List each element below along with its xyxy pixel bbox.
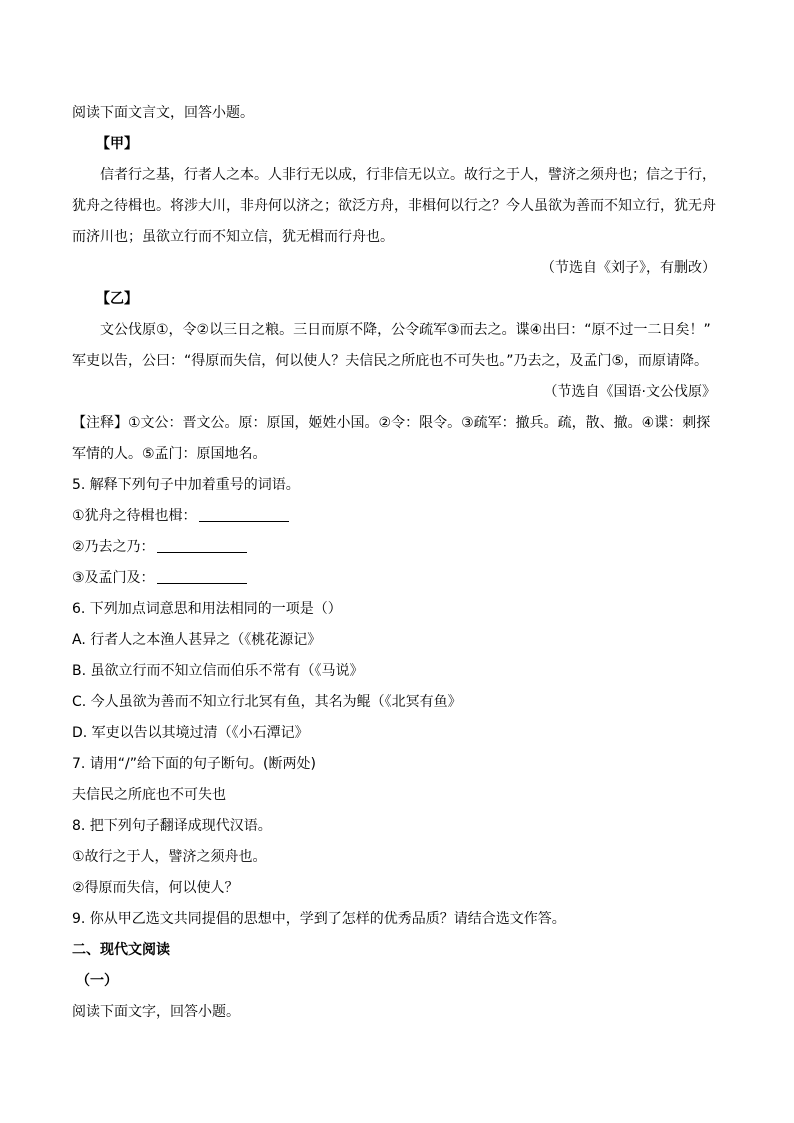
jia-label: 【甲】 (96, 136, 138, 152)
question-7: 7. 请用“/”给下面的句子断句。(断两处) (72, 756, 316, 772)
jia-paragraph-line-3: 而济川也；虽欲立行而不知立信，犹无楫而行舟也。 (72, 229, 394, 245)
reading-intro: 阅读下面文言文，回答小题。 (72, 105, 254, 121)
notes-line-2: 军情的人。⑤孟门：原国地名。 (72, 446, 267, 462)
yi-paragraph-line-2: 军吏以告，公曰：“得原而失信，何以使人？夫信民之所庇也不可失也。”乃去之，及孟门⑤，而原请降。 (72, 353, 709, 369)
notes-line-1: 【注释】①文公：晋文公。原：原国，姬姓小国。②令：限令。③疏军：撤兵。疏，散、撤。④谍：刺探 (72, 415, 711, 431)
question-8-item-1: ①故行之于人，譬济之须舟也。 (72, 849, 267, 865)
jia-source: （节选自《刘子》，有删改） (541, 260, 716, 276)
question-5-item-3 (72, 568, 716, 588)
question-6-option-b: B. 虽欲立行而不知立信而伯乐不常有（《马说》 (72, 663, 364, 679)
reading-intro-2: 阅读下面文字，回答小题。 (72, 1004, 240, 1020)
answer-blank[interactable] (157, 538, 247, 553)
question-6: 6. 下列加点词意思和用法相同的一项是（） (72, 601, 342, 617)
question-5-item-1 (72, 506, 716, 526)
section-heading-modern-reading: 二、现代文阅读 (72, 942, 170, 958)
question-5-item-3-text: ③及孟门及： (72, 570, 155, 586)
jia-paragraph-line-2: 犹舟之待楫也。将涉大川，非舟何以济之；欲泛方舟，非楫何以行之？今人虽欲为善而不知立行，犹无舟 (72, 198, 716, 214)
answer-blank[interactable] (199, 507, 289, 522)
question-6-option-a: A. 行者人之本渔人甚异之（《桃花源记》 (72, 632, 322, 648)
question-6-option-c: C. 今人虽欲为善而不知立行北冥有鱼，其名为鲲（《北冥有鱼》 (72, 694, 462, 710)
yi-source: （节选自《国语·文公伐原》 (543, 384, 716, 400)
yi-paragraph-line-1: 文公伐原①，令②以三日之粮。三日而原不降，公令疏军③而去之。谍④出曰：“原不过一二日矣！” (100, 322, 711, 338)
question-6-option-d: D. 军吏以告以其境过清（《小石潭记》 (72, 725, 309, 741)
answer-blank[interactable] (157, 569, 247, 584)
question-9: 9. 你从甲乙选文共同提倡的思想中，学到了怎样的优秀品质？请结合选文作答。 (72, 911, 566, 927)
question-8-item-2: ②得原而失信，何以使人？ (72, 880, 239, 896)
jia-paragraph-line-1: 信者行之基，行者人之本。人非行无以成，行非信无以立。故行之于人，譬济之须舟也；信之于行， (100, 167, 716, 183)
question-5-item-2 (72, 537, 716, 557)
question-5: 5. 解释下列句子中加着重号的词语。 (72, 477, 300, 493)
yi-label: 【乙】 (96, 291, 138, 307)
question-5-item-2-text: ②乃去之乃： (72, 539, 155, 555)
question-7-sentence: 夫信民之所庇也不可失也 (72, 787, 226, 803)
subsection-label: （一） (76, 973, 118, 989)
question-5-item-1-text: ①犹舟之待楫也楫： (72, 508, 197, 524)
question-8: 8. 把下列句子翻译成现代汉语。 (72, 818, 272, 834)
